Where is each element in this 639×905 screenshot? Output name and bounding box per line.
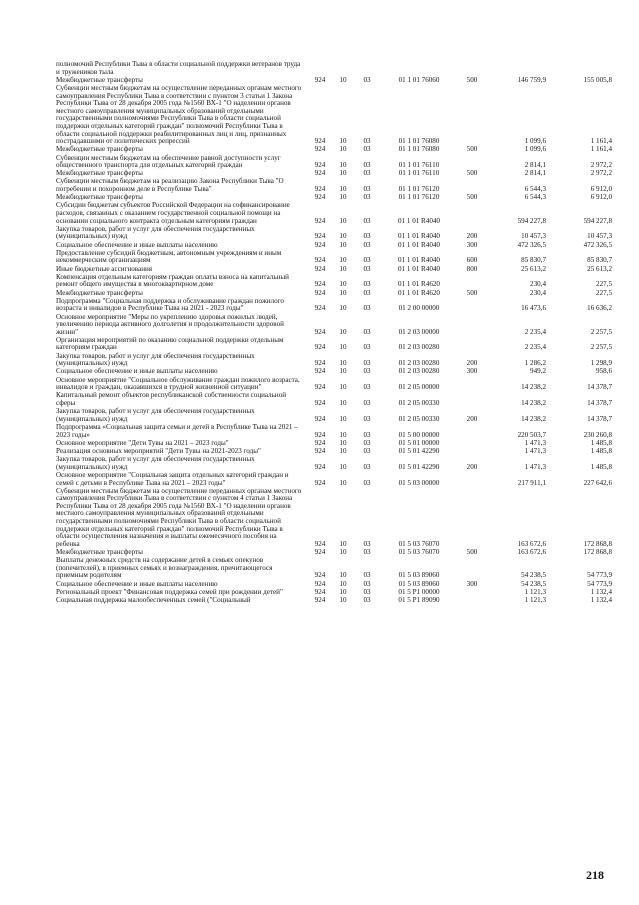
row-rz: 10 xyxy=(339,548,347,557)
table-row xyxy=(56,488,616,549)
row-vr: 500 xyxy=(466,169,478,178)
row-rz: 10 xyxy=(339,462,347,471)
row-rz: 10 xyxy=(339,383,347,392)
row-amount-2023: 6 912,0 xyxy=(590,185,612,194)
row-csr: 01 1 01 76060 xyxy=(398,75,440,84)
row-pr: 03 xyxy=(363,232,371,241)
row-csr: 01 2 03 00280 xyxy=(398,343,440,352)
row-gr: 924 xyxy=(314,343,326,352)
row-gr: 924 xyxy=(314,367,326,376)
row-pr: 03 xyxy=(363,367,371,376)
row-pr: 03 xyxy=(363,137,371,146)
row-gr: 924 xyxy=(314,280,326,289)
row-csr: 01 5 00 00000 xyxy=(398,430,440,439)
row-amount-2022: 10 457,3 xyxy=(521,232,546,241)
row-gr: 924 xyxy=(314,438,326,447)
budget-table xyxy=(56,61,616,605)
row-amount-2022: 1 099,6 xyxy=(524,145,546,154)
row-amount-2023: 227,5 xyxy=(596,288,612,297)
row-amount-2023: 227 642,6 xyxy=(583,478,612,487)
row-pr: 03 xyxy=(363,595,371,604)
row-name: Социальное обеспечение и иные выплаты населению xyxy=(56,367,218,376)
row-gr: 924 xyxy=(314,240,326,249)
row-pr: 03 xyxy=(363,446,371,455)
table-row xyxy=(56,456,616,471)
row-name: Субсидии бюджетам субъектов Российской Федерации на софинансирование расходов, связанных с оказанием государственной социальной помощи на основании социального контракта отдельным категориям граждан xyxy=(56,201,290,225)
row-amount-2022: 1 471,3 xyxy=(524,438,546,447)
row-pr: 03 xyxy=(363,169,371,178)
table-row xyxy=(56,290,616,298)
row-csr: 01 1 01 76110 xyxy=(398,161,440,170)
row-name: Выплаты денежных средств на содержание детей в семьях опекунов (попечителей), в приемных семьях и вознаграждения, причитающегося приемным родителям xyxy=(56,556,273,580)
row-rz: 10 xyxy=(339,414,347,423)
table-row xyxy=(56,557,616,580)
row-pr: 03 xyxy=(363,343,371,352)
row-amount-2023: 1 298,9 xyxy=(590,359,612,368)
row-pr: 03 xyxy=(363,264,371,273)
row-gr: 924 xyxy=(314,75,326,84)
row-amount-2023: 1 161,4 xyxy=(590,137,612,146)
row-pr: 03 xyxy=(363,579,371,588)
row-amount-2023: 16 636,2 xyxy=(587,304,612,313)
row-rz: 10 xyxy=(339,539,347,548)
row-amount-2022: 163 672,6 xyxy=(517,539,546,548)
row-csr: 01 2 00 00000 xyxy=(398,304,440,313)
row-rz: 10 xyxy=(339,280,347,289)
row-vr: 500 xyxy=(466,145,478,154)
row-amount-2023: 155 005,8 xyxy=(583,75,612,84)
row-csr: 01 2 03 00280 xyxy=(398,359,440,368)
row-amount-2023: 2 257,5 xyxy=(590,343,612,352)
row-pr: 03 xyxy=(363,161,371,170)
row-pr: 03 xyxy=(363,571,371,580)
row-vr: 300 xyxy=(466,367,478,376)
table-row xyxy=(56,597,616,605)
row-rz: 10 xyxy=(339,367,347,376)
row-amount-2022: 220 503,7 xyxy=(517,430,546,439)
row-gr: 924 xyxy=(314,304,326,313)
row-name: Закупка товаров, работ и услуг для обеспечения государственных (муниципальных) нужд xyxy=(56,224,255,241)
row-rz: 10 xyxy=(339,478,347,487)
row-name: Социальное обеспечение и иные выплаты населению xyxy=(56,579,218,588)
row-name: Основное мероприятие "Дети Тувы на 2021 – 2023 годы" xyxy=(56,438,229,447)
row-amount-2022: 217 911,1 xyxy=(517,478,546,487)
row-csr: 01 1 01 76120 xyxy=(398,193,440,202)
row-gr: 924 xyxy=(314,548,326,557)
row-amount-2022: 54 238,5 xyxy=(521,571,546,580)
row-csr: 01 1 01 R4040 xyxy=(398,240,440,249)
table-row xyxy=(56,298,616,313)
row-name: Капитальный ремонт объектов республиканской собственности социальной сферы xyxy=(56,391,287,407)
row-amount-2023: 1 132,4 xyxy=(590,587,612,596)
row-csr: 01 2 03 00000 xyxy=(398,327,440,336)
row-name: Подпрограмма "Социальная поддержка и обслуживание граждан пожилого возраста и инвалидов в Республике Тыва на 2021 - 2023 годы" xyxy=(56,296,284,313)
row-amount-2023: 472 326,5 xyxy=(583,240,612,249)
table-row xyxy=(56,353,616,368)
row-name: Субвенции местным бюджетам на реализацию Закона Республики Тыва "О погребении и похоронном деле в Республике Тыва" xyxy=(56,177,284,194)
row-amount-2022: 6 544,3 xyxy=(524,185,546,194)
row-csr: 01 5 01 00000 xyxy=(398,438,440,447)
row-csr: 01 1 01 R4040 xyxy=(398,232,440,241)
row-gr: 924 xyxy=(314,587,326,596)
row-rz: 10 xyxy=(339,240,347,249)
row-amount-2023: 2 972,2 xyxy=(590,169,612,178)
row-gr: 924 xyxy=(314,216,326,225)
row-pr: 03 xyxy=(363,193,371,202)
row-name: Межбюджетные трансферты xyxy=(56,548,143,557)
row-gr: 924 xyxy=(314,232,326,241)
row-amount-2023: 172 868,8 xyxy=(583,548,612,557)
row-name: Закупка товаров, работ и услуг для обеспечения государственных (муниципальных) нужд xyxy=(56,351,255,368)
row-name: Социальная поддержка малообеспеченных семей ("Социальный xyxy=(56,595,251,604)
row-csr: 01 5 03 00000 xyxy=(398,478,440,487)
row-rz: 10 xyxy=(339,216,347,225)
row-amount-2023: 172 868,8 xyxy=(583,539,612,548)
row-name: Региональный проект "Финансовая поддержка семей при рождении детей" xyxy=(56,587,283,596)
row-gr: 924 xyxy=(314,137,326,146)
row-pr: 03 xyxy=(363,75,371,84)
row-rz: 10 xyxy=(339,343,347,352)
row-pr: 03 xyxy=(363,430,371,439)
row-pr: 03 xyxy=(363,462,371,471)
row-name: Социальное обеспечение и иные выплаты населению xyxy=(56,240,218,249)
row-gr: 924 xyxy=(314,399,326,407)
row-gr: 924 xyxy=(314,414,326,423)
table-row xyxy=(56,178,616,193)
row-csr: 01 5 P1 00000 xyxy=(398,587,440,596)
row-gr: 924 xyxy=(314,161,326,170)
row-amount-2022: 1 121,3 xyxy=(524,587,546,596)
row-gr: 924 xyxy=(314,193,326,202)
row-amount-2022: 1 099,6 xyxy=(524,137,546,146)
row-amount-2022: 163 672,6 xyxy=(517,548,546,557)
row-rz: 10 xyxy=(339,193,347,202)
row-csr: 01 1 01 R4040 xyxy=(398,264,440,273)
row-csr: 01 5 03 89060 xyxy=(398,579,440,588)
row-csr: 01 5 01 42290 xyxy=(398,462,440,471)
row-amount-2023: 1 161,4 xyxy=(590,145,612,154)
table-row xyxy=(56,368,616,376)
row-pr: 03 xyxy=(363,548,371,557)
table-row xyxy=(56,314,616,337)
row-amount-2023: 14 378,7 xyxy=(587,399,612,407)
row-csr: 01 5 03 76070 xyxy=(398,539,440,548)
row-amount-2022: 54 238,5 xyxy=(521,579,546,588)
row-name: Субвенции местным бюджетам на осуществление переданных органам местного самоуправления Республики Тыва в соответствии с пунктом 4 статьи 1 Закона Республики Тыва от 28 декабря 2005 года №1560 ВХ-1 "О наделении органов местного самоуправления муниципальных образований отдельными государственными полномочиями Республики Тыва в области социальной поддержки отдельных категорий граждан" полномочий Республики Тыва в области осуществления назначения и выплаты ежемесячного пособия на ребенка xyxy=(56,486,302,548)
row-amount-2022: 1 471,3 xyxy=(524,462,546,471)
table-row xyxy=(56,202,616,225)
row-gr: 924 xyxy=(314,383,326,392)
row-amount-2023: 2 972,2 xyxy=(590,161,612,170)
row-name: Основное мероприятие "Социальная защита отдельных категорий граждан и семей с детьми в Республике Тыва на 2021 – 2023 годы" xyxy=(56,470,289,487)
row-gr: 924 xyxy=(314,256,326,265)
row-pr: 03 xyxy=(363,414,371,423)
row-pr: 03 xyxy=(363,587,371,596)
row-amount-2022: 85 830,7 xyxy=(521,256,546,265)
table-row xyxy=(56,377,616,392)
row-csr: 01 1 01 R4620 xyxy=(398,280,440,289)
row-amount-2023: 230 260,8 xyxy=(583,430,612,439)
row-rz: 10 xyxy=(339,327,347,336)
row-gr: 924 xyxy=(314,264,326,273)
row-vr: 500 xyxy=(466,288,478,297)
row-gr: 924 xyxy=(314,359,326,368)
row-csr: 01 5 01 42290 xyxy=(398,446,440,455)
row-rz: 10 xyxy=(339,145,347,154)
row-csr: 01 5 03 76070 xyxy=(398,548,440,557)
table-row xyxy=(56,392,616,407)
row-amount-2022: 25 613,2 xyxy=(521,264,546,273)
row-pr: 03 xyxy=(363,216,371,225)
row-amount-2022: 2 814,1 xyxy=(524,161,546,170)
row-rz: 10 xyxy=(339,430,347,439)
row-csr: 01 2 05 00330 xyxy=(398,399,440,407)
row-rz: 10 xyxy=(339,359,347,368)
row-pr: 03 xyxy=(363,145,371,154)
row-gr: 924 xyxy=(314,145,326,154)
row-name: Иные бюджетные ассигнования xyxy=(56,264,153,273)
row-amount-2022: 594 227,8 xyxy=(517,216,546,225)
row-pr: 03 xyxy=(363,288,371,297)
row-name: Предоставление субсидий бюджетным, автономным учреждениям и иным некоммерческим организациям xyxy=(56,248,282,265)
row-vr: 200 xyxy=(466,414,478,423)
row-amount-2022: 949,2 xyxy=(530,367,546,376)
row-vr: 300 xyxy=(466,240,478,249)
row-name: Закупка товаров, работ и услуг для обеспечения государственных (муниципальных) нужд xyxy=(56,407,255,423)
row-amount-2022: 14 238,2 xyxy=(521,399,546,407)
row-name: полномочий Республики Тыва в области социальной поддержки ветеранов труда и тружеников тыла xyxy=(56,60,301,76)
row-rz: 10 xyxy=(339,399,347,407)
row-rz: 10 xyxy=(339,232,347,241)
row-name: Субвенции местным бюджетам на осуществление переданных органам местного самоуправления Республики Тыва в соответствии с пунктом 3 статьи 1 Закона Республики Тыва от 28 декабря 2005 года №1560 ВХ-1 "О наделении органов местного самоуправления муниципальных образований отдельными государственными полномочиями Республики Тыва в области социальной поддержки отдельных категорий граждан" полномочий Республики Тыва в области социальной поддержки реабилитированных лиц и лиц, признанных пострадавшими от политических репрессий xyxy=(56,83,302,146)
row-rz: 10 xyxy=(339,264,347,273)
row-amount-2022: 1 121,3 xyxy=(524,595,546,604)
row-amount-2022: 6 544,3 xyxy=(524,193,546,202)
row-name: Межбюджетные трансферты xyxy=(56,145,143,154)
row-amount-2023: 1 485,8 xyxy=(590,438,612,447)
row-amount-2023: 14 378,7 xyxy=(587,383,612,392)
row-amount-2023: 10 457,3 xyxy=(587,232,612,241)
row-csr: 01 2 05 00330 xyxy=(398,414,440,423)
row-vr: 500 xyxy=(466,548,478,557)
row-gr: 924 xyxy=(314,288,326,297)
row-gr: 924 xyxy=(314,446,326,455)
row-amount-2023: 2 257,5 xyxy=(590,327,612,336)
row-amount-2022: 14 238,2 xyxy=(521,383,546,392)
row-amount-2023: 227,5 xyxy=(596,280,612,289)
table-row xyxy=(56,155,616,170)
row-csr: 01 1 01 R4040 xyxy=(398,256,440,265)
row-vr: 500 xyxy=(466,193,478,202)
row-rz: 10 xyxy=(339,571,347,580)
row-rz: 10 xyxy=(339,161,347,170)
row-pr: 03 xyxy=(363,327,371,336)
row-name: Организация мероприятий по оказанию социальной поддержки отдельным категориям граждан xyxy=(56,335,284,352)
row-pr: 03 xyxy=(363,478,371,487)
table-row xyxy=(56,274,616,289)
row-gr: 924 xyxy=(314,185,326,194)
row-gr: 924 xyxy=(314,462,326,471)
row-gr: 924 xyxy=(314,539,326,548)
row-amount-2023: 85 830,7 xyxy=(587,256,612,265)
row-gr: 924 xyxy=(314,169,326,178)
row-rz: 10 xyxy=(339,288,347,297)
row-amount-2023: 1 485,8 xyxy=(590,446,612,455)
table-row xyxy=(56,424,616,439)
row-pr: 03 xyxy=(363,383,371,392)
row-csr: 01 2 05 00000 xyxy=(398,383,440,392)
row-pr: 03 xyxy=(363,280,371,289)
row-rz: 10 xyxy=(339,579,347,588)
row-rz: 10 xyxy=(339,438,347,447)
row-csr: 01 1 01 76080 xyxy=(398,145,440,154)
row-name: Закупка товаров, работ и услуг для обеспечения государственных (муниципальных) нужд xyxy=(56,455,255,471)
row-csr: 01 1 01 76080 xyxy=(398,137,440,146)
row-name: Основное мероприятие "Меры по укреплению здоровья пожилых людей, увеличению периода активного долголетия и продолжительности здоровой жизни" xyxy=(56,312,284,336)
row-name: Компенсация отдельным категориям граждан оплаты взноса на капитальный ремонт общего имущества в многоквартирном доме xyxy=(56,272,289,289)
row-pr: 03 xyxy=(363,304,371,313)
row-amount-2022: 2 235,4 xyxy=(524,343,546,352)
row-gr: 924 xyxy=(314,571,326,580)
row-amount-2023: 1 132,4 xyxy=(590,595,612,604)
table-row xyxy=(56,250,616,265)
row-csr: 01 1 01 R4040 xyxy=(398,216,440,225)
row-amount-2023: 54 773,9 xyxy=(587,571,612,580)
row-csr: 01 5 P1 89090 xyxy=(398,595,440,604)
row-pr: 03 xyxy=(363,185,371,194)
row-amount-2022: 230,4 xyxy=(530,280,546,289)
row-name: Субвенции местным бюджетам на обеспечение равной доступности услуг общественного транспорта для отдельных категорий граждан xyxy=(56,153,281,170)
table-row xyxy=(56,472,616,487)
row-name: Основное мероприятие "Социальное обслуживание граждан пожилого возраста, инвалидов и граждан, оказавшихся в трудной жизненной ситуации" xyxy=(56,375,300,392)
row-amount-2022: 16 473,6 xyxy=(521,304,546,313)
row-vr: 600 xyxy=(466,256,478,265)
row-pr: 03 xyxy=(363,539,371,548)
row-rz: 10 xyxy=(339,587,347,596)
row-csr: 01 5 03 89060 xyxy=(398,571,440,580)
row-rz: 10 xyxy=(339,169,347,178)
row-csr: 01 1 01 76120 xyxy=(398,185,440,194)
row-amount-2022: 2 814,1 xyxy=(524,169,546,178)
row-amount-2023: 25 613,2 xyxy=(587,264,612,273)
row-pr: 03 xyxy=(363,359,371,368)
row-name: Межбюджетные трансферты xyxy=(56,75,143,84)
table-row xyxy=(56,408,616,423)
row-csr: 01 1 01 R4620 xyxy=(398,288,440,297)
row-gr: 924 xyxy=(314,430,326,439)
row-rz: 10 xyxy=(339,446,347,455)
row-vr: 200 xyxy=(466,462,478,471)
row-amount-2022: 2 235,4 xyxy=(524,327,546,336)
row-pr: 03 xyxy=(363,240,371,249)
row-amount-2022: 14 238,2 xyxy=(521,414,546,423)
row-vr: 200 xyxy=(466,232,478,241)
row-amount-2022: 230,4 xyxy=(530,288,546,297)
row-pr: 03 xyxy=(363,438,371,447)
row-amount-2022: 146 759,9 xyxy=(517,75,546,84)
row-rz: 10 xyxy=(339,75,347,84)
row-rz: 10 xyxy=(339,595,347,604)
row-pr: 03 xyxy=(363,399,371,407)
row-amount-2023: 6 912,0 xyxy=(590,193,612,202)
table-row xyxy=(56,146,616,154)
row-amount-2023: 594 227,8 xyxy=(583,216,612,225)
row-vr: 300 xyxy=(466,579,478,588)
row-pr: 03 xyxy=(363,256,371,265)
row-amount-2022: 472 326,5 xyxy=(517,240,546,249)
table-row xyxy=(56,61,616,76)
table-row xyxy=(56,226,616,241)
row-vr: 200 xyxy=(466,359,478,368)
row-rz: 10 xyxy=(339,185,347,194)
row-gr: 924 xyxy=(314,478,326,487)
row-amount-2023: 54 773,9 xyxy=(587,579,612,588)
row-rz: 10 xyxy=(339,137,347,146)
row-csr: 01 2 03 00280 xyxy=(398,367,440,376)
row-gr: 924 xyxy=(314,595,326,604)
row-amount-2023: 958,6 xyxy=(596,367,612,376)
row-name: Межбюджетные трансферты xyxy=(56,193,143,202)
row-amount-2023: 1 485,8 xyxy=(590,462,612,471)
row-vr: 500 xyxy=(466,75,478,84)
row-name: Реализация основных мероприятий "Дети Тувы на 2021-2023 годы" xyxy=(56,446,261,455)
row-gr: 924 xyxy=(314,579,326,588)
row-name: Межбюджетные трансферты xyxy=(56,169,143,178)
row-csr: 01 1 01 76110 xyxy=(398,169,440,178)
row-name: Межбюджетные трансферты xyxy=(56,288,143,297)
row-name: Подпрограмма «Социальная защита семьи и детей в Республике Тыва на 2021 – 2023 годы» xyxy=(56,422,298,439)
page-number: 218 xyxy=(586,868,604,882)
table-row xyxy=(56,337,616,352)
row-rz: 10 xyxy=(339,304,347,313)
table-row xyxy=(56,85,616,146)
row-gr: 924 xyxy=(314,327,326,336)
row-amount-2023: 14 378,7 xyxy=(587,414,612,423)
row-vr: 800 xyxy=(466,264,478,273)
row-amount-2022: 1 471,3 xyxy=(524,446,546,455)
row-amount-2022: 1 286,2 xyxy=(524,359,546,368)
row-rz: 10 xyxy=(339,256,347,265)
